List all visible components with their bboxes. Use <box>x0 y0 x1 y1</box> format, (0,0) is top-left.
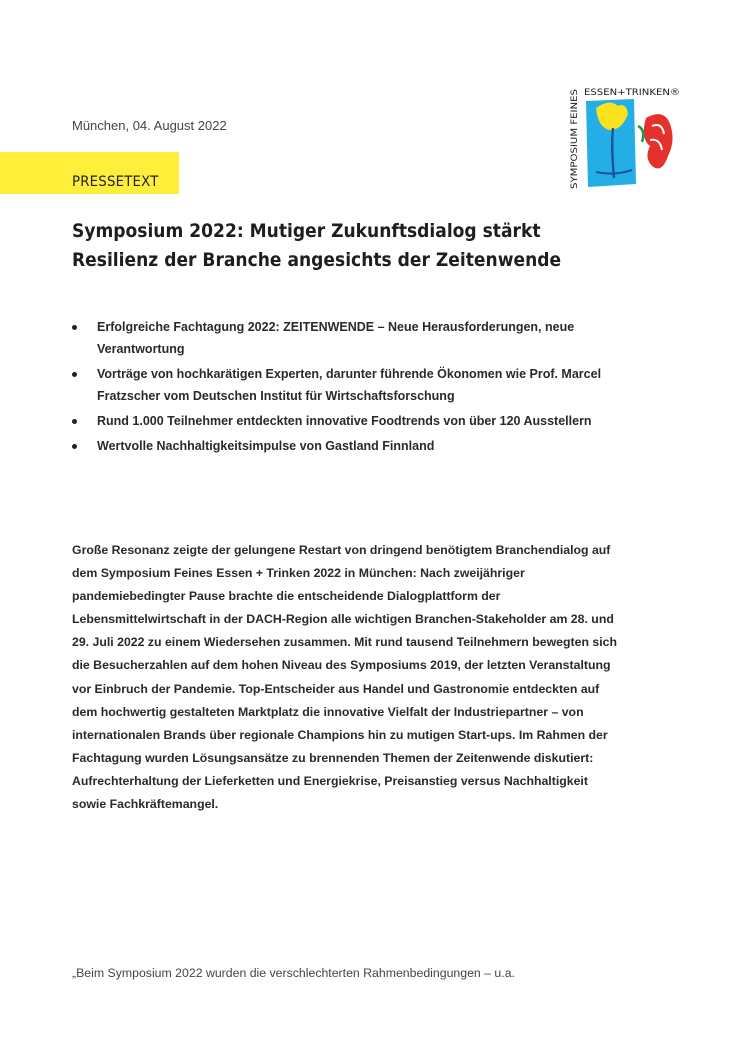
highlight-item: Rund 1.000 Teilnehmer entdeckten innovative Foodtrends von über 120 Ausstellern <box>72 410 632 432</box>
bullet-dot <box>72 444 77 449</box>
logo-green-leaf <box>638 126 643 142</box>
logo-vertical-text: SYMPOSIUM FEINES <box>569 98 580 189</box>
date-line: München, 04. August 2022 <box>72 118 227 133</box>
bullet-dot <box>72 372 77 377</box>
headline-line-2: Resilienz der Branche angesichts der Zeitenwende <box>72 249 562 271</box>
quote-paragraph: „Beim Symposium 2022 wurden die verschlechterten Rahmenbedingungen – u.a. <box>72 966 515 980</box>
highlights-list <box>72 316 632 460</box>
bullet-dot <box>72 419 77 424</box>
lead-paragraph: Große Resonanz zeigte der gelungene Restart von dringend benötigtem Branchendialog auf dem Symposium Feines Essen + Trinken 2022 in München: Nach zweijähriger pandemiebedingter Pause brachte die entscheidende Dialogplattform der Lebensmittelwirtschaft in der DACH-Region alle wichtigen Branchen-Stakeholder am 28. und 29. Juli 2022 zu einem Wiedersehen zusammen. Mit rund tausend Teilnehmern bewegten sich die Besucherzahlen auf dem hohen Niveau des Symposiums 2019, der letzten Veranstaltung vor Einbruch der Pandemie. Top-Entscheider aus Handel und Gastronomie entdeckten auf dem hochwertig gestalteten Marktplatz die innovative Vielfalt der Industriepartner – von internationalen Brands über regionale Champions hin zu mutigen Start-ups. Im Rahmen der Fachtagung wurden Lösungsansätze zu brennenden Themen der Zeitenwende diskutiert: Aufrechterhaltung der Lieferketten und Energiekrise, Preisanstieg versus Nachhaltigkeit sowie Fachkräftemangel. <box>72 543 617 812</box>
bullet-dot <box>72 325 77 330</box>
highlight-item: Erfolgreiche Fachtagung 2022: ZEITENWENDE – Neue Herausforderungen, neue Verantwortung <box>72 316 632 360</box>
headline <box>72 217 576 275</box>
highlight-item: Vorträge von hochkarätigen Experten, darunter führende Ökonomen wie Prof. Marcel Fratzscher vom Deutschen Institut für Wirtschaftsforschung <box>72 363 632 407</box>
symposium-logo <box>566 86 684 190</box>
logo-horizontal-text: ESSEN+TRINKEN® <box>584 88 680 98</box>
headline-line-1: Symposium 2022: Mutiger Zukunftsdialog stärkt <box>72 220 541 242</box>
highlight-item: Wertvolle Nachhaltigkeitsimpulse von Gastland Finnland <box>72 435 632 457</box>
document-type-label: PRESSETEXT <box>72 174 159 190</box>
